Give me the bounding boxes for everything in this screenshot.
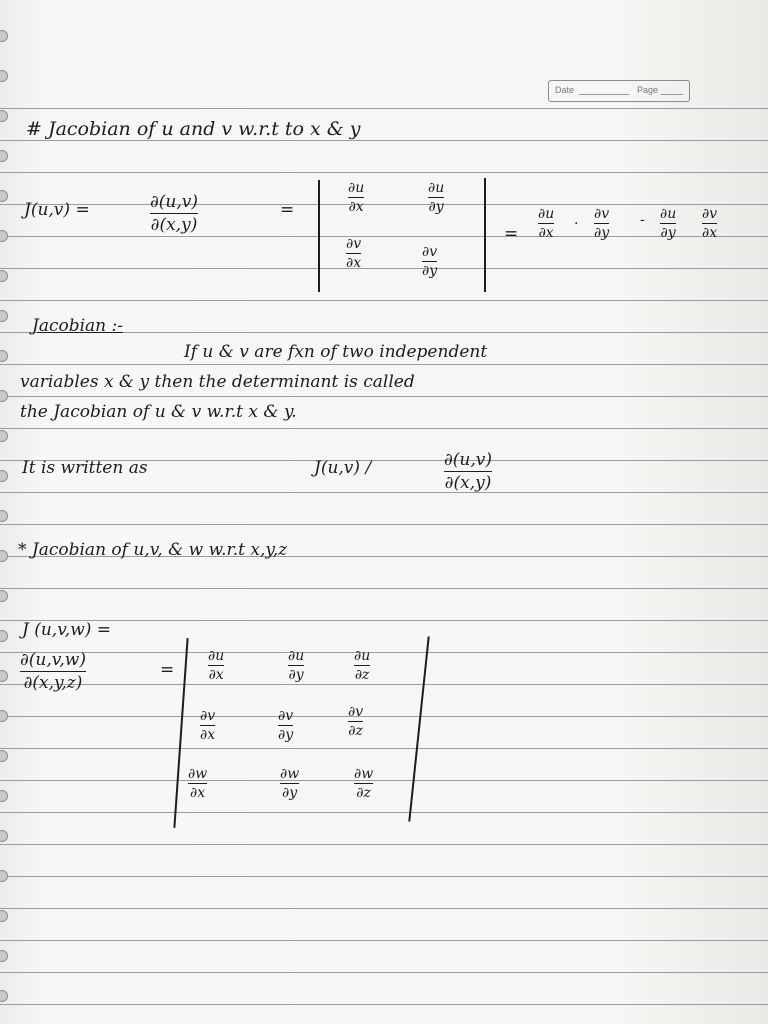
cell-denominator: ∂y	[428, 199, 444, 215]
cell-numerator: ∂u	[660, 206, 677, 222]
cell-numerator: ∂w	[354, 766, 374, 782]
binding-hole	[0, 430, 8, 442]
lhs-fraction	[150, 192, 198, 235]
cell-denominator: ∂y	[278, 727, 294, 743]
j-uv-label: J(u,v) =	[24, 200, 90, 220]
determinant-left-bar	[318, 180, 320, 292]
binding-hole	[0, 870, 8, 882]
fraction-bar	[20, 671, 86, 672]
ruled-line	[0, 812, 768, 813]
fraction-bar	[354, 783, 373, 784]
binding-hole	[0, 710, 8, 722]
binding-hole	[0, 150, 8, 162]
ruled-line	[0, 140, 768, 141]
ruled-line	[0, 748, 768, 749]
ruled-line	[0, 524, 768, 525]
heading-jacobian-uv: # Jacobian of u and v w.r.t to x & y	[26, 118, 361, 140]
binding-hole	[0, 750, 8, 762]
binding-hole	[0, 510, 8, 522]
cell-numerator: ∂w	[280, 766, 300, 782]
ruled-line	[0, 364, 768, 365]
written-as-fraction	[444, 450, 492, 493]
heading-jacobian-uvw: * Jacobian of u,v, & w w.r.t x,y,z	[18, 540, 288, 560]
ruled-line	[0, 300, 768, 301]
cell-numerator: ∂u	[428, 180, 445, 196]
matrix3-cell-dw-dx	[188, 766, 207, 801]
fraction-bar	[702, 223, 717, 224]
expansion-du-dx	[538, 206, 554, 241]
ruled-line	[0, 908, 768, 909]
binding-hole	[0, 950, 8, 962]
determinant-left-bar	[173, 638, 188, 828]
ruled-line	[0, 620, 768, 621]
matrix3-cell-du-dz	[354, 648, 370, 683]
date-label: Date	[555, 85, 575, 95]
cell-denominator: ∂z	[348, 723, 363, 739]
equals-sign-2: =	[504, 224, 519, 244]
fraction-bar	[660, 223, 676, 224]
ruled-line	[0, 492, 768, 493]
lhs-denominator: ∂(x,y)	[150, 215, 198, 235]
cell-denominator: ∂x	[348, 199, 364, 215]
date-underline	[579, 94, 629, 95]
cell-denominator: ∂y	[422, 263, 438, 279]
j-uvw-label: J (u,v,w) =	[22, 620, 112, 640]
equals-sign-3: =	[160, 660, 175, 680]
fraction-bar	[354, 665, 370, 666]
cell-numerator: ∂v	[594, 206, 610, 222]
fraction-bar	[594, 223, 609, 224]
binding-hole	[0, 590, 8, 602]
matrix-cell-du-dy	[428, 180, 444, 215]
binding-hole	[0, 790, 8, 802]
fraction-bar	[538, 223, 554, 224]
binding-hole	[0, 550, 8, 562]
fraction-numerator: ∂(u,v)	[444, 450, 493, 470]
cell-numerator: ∂w	[188, 766, 208, 782]
ruled-line	[0, 236, 768, 237]
fraction-bar	[288, 665, 304, 666]
matrix3-cell-dw-dy	[280, 766, 299, 801]
binding-hole	[0, 910, 8, 922]
cell-numerator: ∂u	[208, 648, 225, 664]
ruled-line	[0, 876, 768, 877]
matrix3-cell-du-dy	[288, 648, 304, 683]
cell-numerator: ∂u	[538, 206, 555, 222]
written-as-symbol: J(u,v) /	[314, 458, 372, 478]
cell-numerator: ∂v	[702, 206, 718, 222]
lhs-denominator: ∂(x,y,z)	[23, 673, 83, 693]
determinant-right-bar	[484, 178, 486, 292]
binding-hole	[0, 830, 8, 842]
definition-line-1: If u & v are fxn of two independent	[184, 342, 488, 362]
expansion-dv-dy	[594, 206, 609, 241]
ruled-line	[0, 972, 768, 973]
cell-denominator: ∂y	[660, 225, 676, 241]
cell-denominator: ∂x	[208, 667, 224, 683]
matrix3-cell-dv-dy	[278, 708, 293, 743]
ruled-line	[0, 396, 768, 397]
ruled-line	[0, 108, 768, 109]
ruled-line	[0, 428, 768, 429]
fraction-bar	[150, 213, 198, 214]
binding-hole	[0, 990, 8, 1002]
expansion-dv-dx	[702, 206, 717, 241]
binding-hole	[0, 630, 8, 642]
cell-denominator: ∂z	[356, 785, 371, 801]
page-label: Page	[637, 85, 659, 95]
fraction-bar	[280, 783, 299, 784]
matrix-cell-dv-dy	[422, 244, 437, 279]
date-page-box	[548, 80, 690, 102]
written-as-text: It is written as	[22, 458, 148, 478]
matrix3-cell-du-dx	[208, 648, 224, 683]
fraction-bar	[346, 253, 361, 254]
binding-hole	[0, 110, 8, 122]
ruled-line	[0, 588, 768, 589]
definition-line-2: variables x & y then the determinant is called	[20, 372, 415, 392]
fraction-denominator: ∂(x,y)	[444, 473, 492, 493]
matrix3-cell-dv-dz	[348, 704, 363, 739]
ruled-line	[0, 684, 768, 685]
cell-numerator: ∂u	[354, 648, 371, 664]
binding-hole	[0, 230, 8, 242]
fraction-bar	[208, 665, 224, 666]
ruled-line	[0, 716, 768, 717]
ruled-line	[0, 268, 768, 269]
binding-hole	[0, 270, 8, 282]
ruled-line	[0, 780, 768, 781]
cell-denominator: ∂x	[538, 225, 554, 241]
cell-denominator: ∂x	[702, 225, 718, 241]
jacobian-definition-title: Jacobian :-	[32, 316, 123, 336]
cell-numerator: ∂v	[278, 708, 294, 724]
binding-hole	[0, 390, 8, 402]
matrix-cell-du-dx	[348, 180, 364, 215]
binding-hole	[0, 190, 8, 202]
matrix3-cell-dw-dz	[354, 766, 373, 801]
binding-hole	[0, 30, 8, 42]
cell-numerator: ∂v	[200, 708, 216, 724]
dot-operator: .	[574, 212, 579, 228]
cell-denominator: ∂y	[594, 225, 610, 241]
cell-numerator: ∂v	[346, 236, 362, 252]
fraction-bar	[200, 725, 215, 726]
cell-denominator: ∂y	[288, 667, 304, 683]
equals-sign: =	[280, 200, 295, 220]
fraction-bar	[444, 471, 492, 472]
ruled-line	[0, 844, 768, 845]
ruled-line	[0, 940, 768, 941]
matrix-cell-dv-dx	[346, 236, 361, 271]
cell-denominator: ∂x	[190, 785, 206, 801]
fraction-bar	[348, 197, 364, 198]
cell-denominator: ∂x	[200, 727, 216, 743]
fraction-bar	[188, 783, 207, 784]
binding-hole	[0, 470, 8, 482]
fraction-bar	[278, 725, 293, 726]
fraction-bar	[422, 261, 437, 262]
cell-numerator: ∂u	[288, 648, 305, 664]
ruled-line	[0, 652, 768, 653]
cell-denominator: ∂x	[346, 255, 362, 271]
matrix3-cell-dv-dx	[200, 708, 215, 743]
binding-hole	[0, 310, 8, 322]
cell-denominator: ∂z	[354, 667, 370, 683]
expansion-du-dy	[660, 206, 676, 241]
determinant-right-bar	[408, 636, 429, 821]
fraction-bar	[348, 721, 363, 722]
ruled-line	[0, 1004, 768, 1005]
page-underline	[661, 94, 683, 95]
binding-hole	[0, 350, 8, 362]
ruled-line	[0, 204, 768, 205]
cell-numerator: ∂v	[348, 704, 364, 720]
lhs-numerator: ∂(u,v,w)	[20, 650, 86, 670]
cell-numerator: ∂u	[348, 180, 365, 196]
lhs-fraction-3	[20, 650, 86, 693]
binding-hole	[0, 670, 8, 682]
fraction-bar	[428, 197, 444, 198]
cell-numerator: ∂v	[422, 244, 438, 260]
ruled-line	[0, 172, 768, 173]
cell-denominator: ∂y	[282, 785, 298, 801]
binding-hole	[0, 70, 8, 82]
minus-operator: -	[640, 212, 645, 228]
lhs-numerator: ∂(u,v)	[150, 192, 199, 212]
definition-line-3: the Jacobian of u & v w.r.t x & y.	[20, 402, 297, 422]
